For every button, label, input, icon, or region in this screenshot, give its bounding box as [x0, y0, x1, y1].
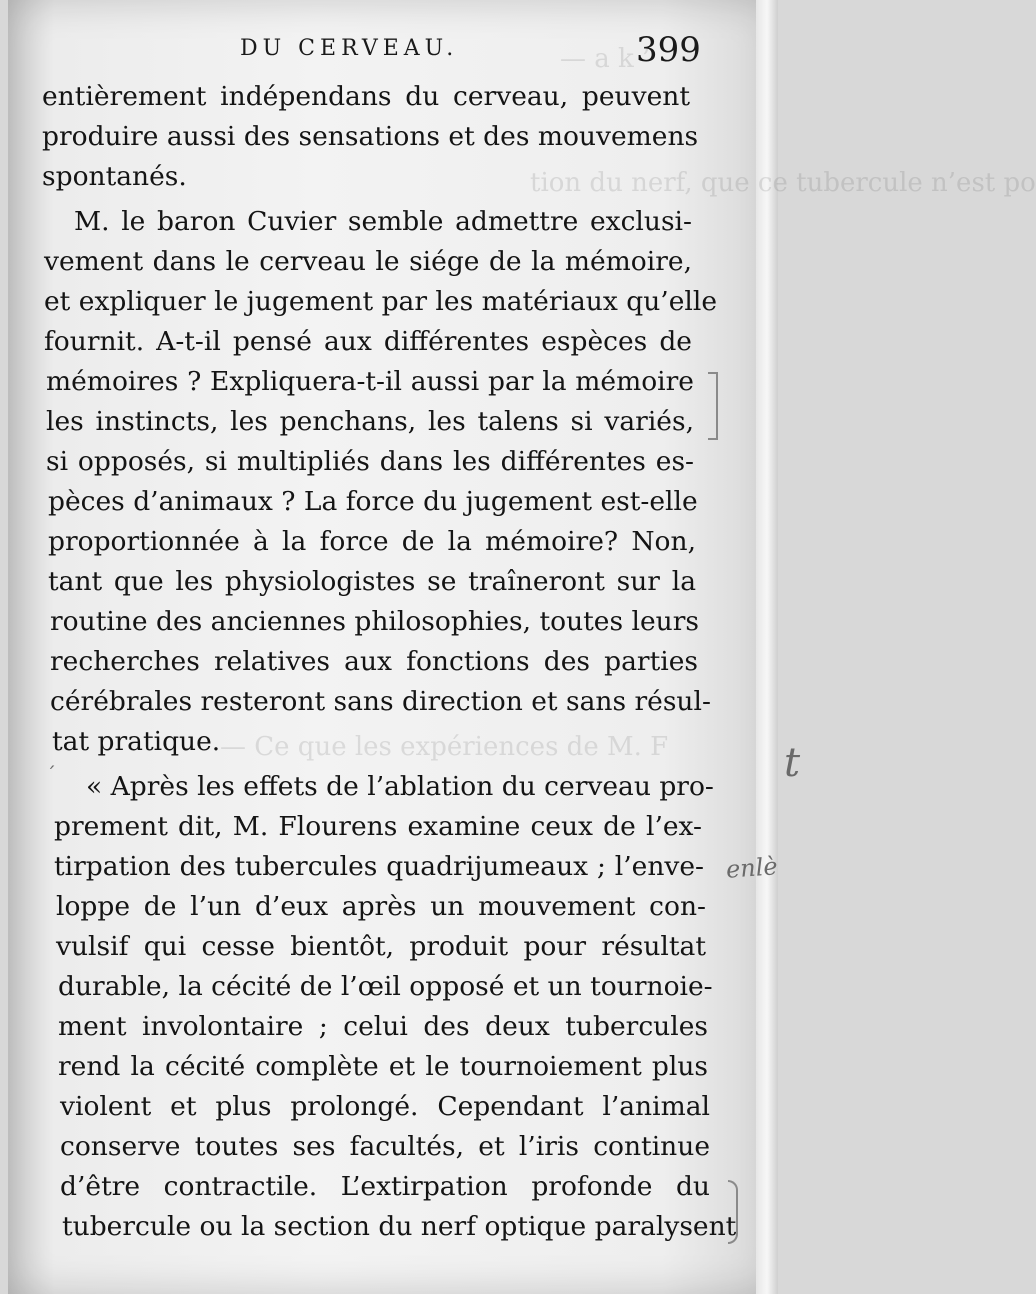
margin-bracket [728, 1180, 738, 1244]
text-line: proportionnée à la force de la mémoire? Non, [48, 526, 696, 557]
text-line: les instincts, les penchans, les talens si variés, [46, 406, 694, 437]
text-line: cérébrales resteront sans direction et sans résul- [50, 686, 711, 717]
page-number: 399 [636, 30, 701, 70]
text-line: entièrement indépendans du cerveau, peuvent [42, 81, 690, 112]
text-line: produire aussi des sensations et des mouvemens [42, 121, 699, 152]
text-line: loppe de l’un d’eux après un mouvement con- [56, 891, 706, 922]
text-line: tat pratique. [52, 726, 221, 757]
text-line: pèces d’animaux ? La force du jugement est-elle [48, 486, 698, 517]
bleed-through-text: — Ce que les expériences de M. F [220, 732, 669, 762]
text-line: spontanés. [42, 161, 187, 192]
text-line: d’être contractile. L’extirpation profonde du [60, 1171, 710, 1202]
margin-note: enlè [725, 852, 779, 884]
paragraph-start-line: M. le baron Cuvier semble admettre exclusi- [74, 206, 692, 237]
text-line: prement dit, M. Flourens examine ceux de l’ex- [54, 811, 702, 842]
bleed-through-text: — a k ’ [560, 44, 651, 74]
text-line: mémoires ? Expliquera-t-il aussi par la mémoire [46, 366, 694, 397]
text-line: routine des anciennes philosophies, toutes leurs [50, 606, 700, 637]
text-line: tirpation des tubercules quadrijumeaux ; l’enve- [54, 851, 704, 882]
text-line: fournit. A-t-il pensé aux différentes espèces de [44, 326, 692, 357]
text-line: rend la cécité complète et le tournoiement plus [58, 1051, 708, 1082]
text-line: violent et plus prolongé. Cependant l’animal [60, 1091, 710, 1122]
paragraph-start-line: « Après les effets de l’ablation du cerveau pro- [86, 771, 714, 802]
bleed-through-text: tion du nerf, que ce tubercule n’est po [530, 168, 1036, 198]
pencil-tick-mark: ´ [46, 762, 56, 786]
text-line: durable, la cécité de l’œil opposé et un tournoie- [58, 971, 713, 1002]
text-line: vulsif qui cesse bientôt, produit pour résultat [56, 931, 706, 962]
margin-bracket [708, 372, 718, 440]
text-line: si opposés, si multipliés dans les différentes es- [46, 446, 694, 477]
text-line: vement dans le cerveau le siége de la mémoire, [44, 246, 692, 277]
text-line: conserve toutes ses facultés, et l’iris continue [60, 1131, 710, 1162]
text-line: recherches relatives aux fonctions des parties [50, 646, 698, 677]
running-head: DU CERVEAU. [240, 36, 459, 61]
text-line: tant que les physiologistes se traîneront sur la [48, 566, 696, 597]
text-line: tubercule ou la section du nerf optique paralysent [62, 1211, 737, 1242]
margin-mark: t [784, 740, 801, 786]
text-line: ment involontaire ; celui des deux tubercules [58, 1011, 708, 1042]
text-line: et expliquer le jugement par les matériaux qu’elle [44, 286, 718, 317]
